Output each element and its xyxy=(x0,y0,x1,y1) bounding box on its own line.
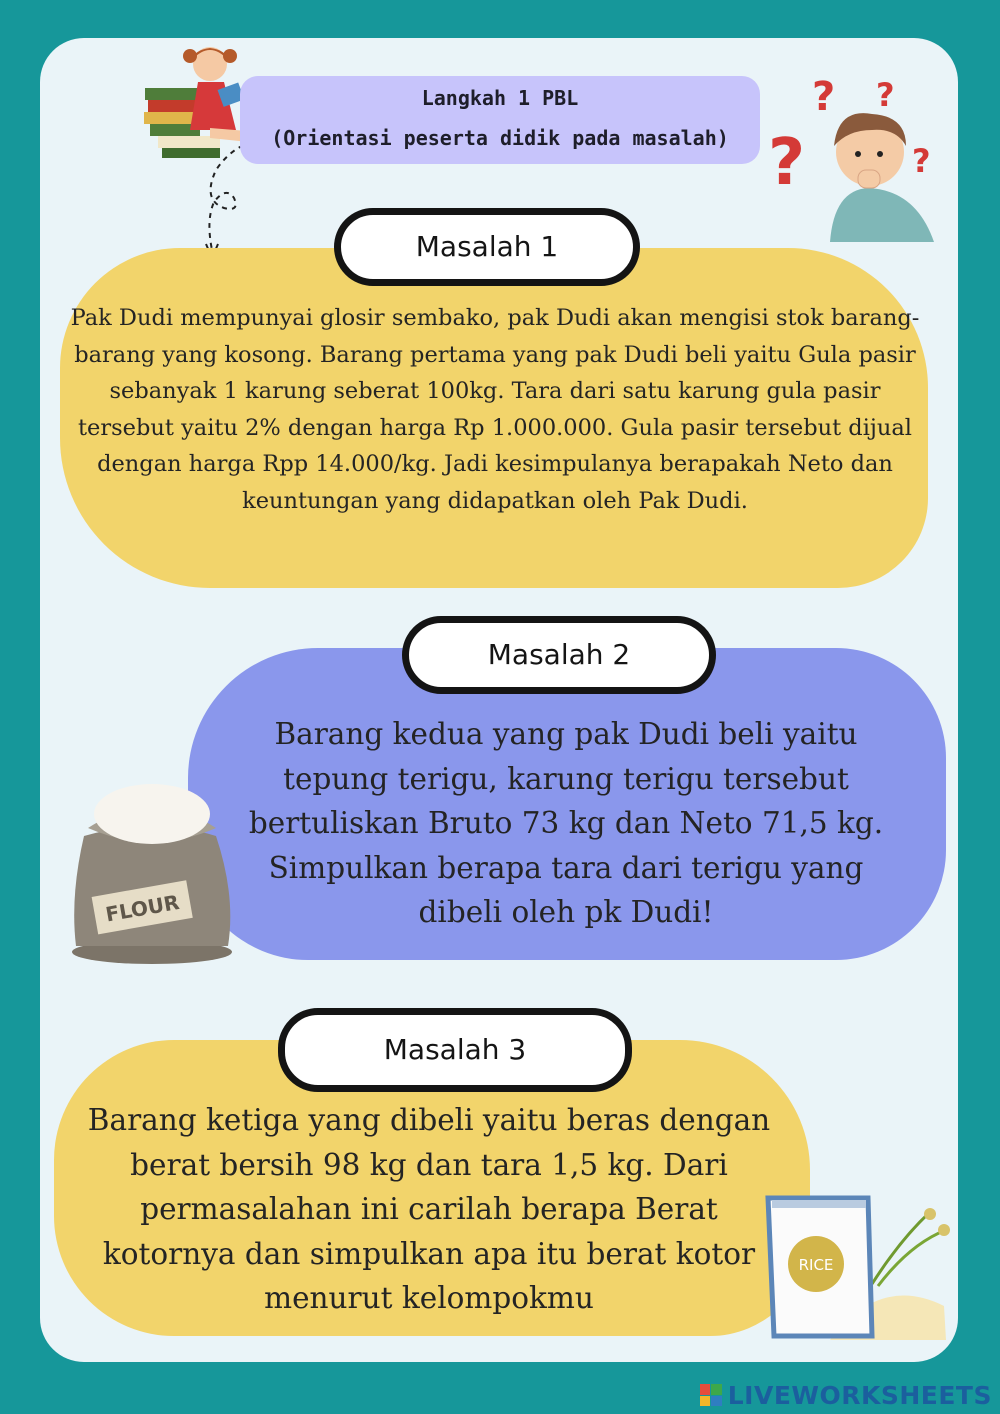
problem-3-text: Barang ketiga yang dibeli yaitu beras dengan berat bersih 98 kg dan tara 1,5 kg. Dari permasalahan ini carilah berapa Berat kotornya dan simpulkan apa itu berat kotor menurut kelompokmu xyxy=(87,1103,771,1315)
step-subtitle: (Orientasi peserta didik pada masalah) xyxy=(271,126,729,150)
flour-sack-illustration xyxy=(66,776,238,966)
confused-boy-illustration xyxy=(764,66,954,246)
svg-text:?: ? xyxy=(912,142,931,180)
problem-2-title: Masalah 2 xyxy=(402,616,716,694)
liveworksheets-footer xyxy=(700,1380,992,1410)
problem-3-title: Masalah 3 xyxy=(278,1008,632,1092)
rice-bag-illustration xyxy=(760,1190,952,1340)
svg-text:?: ? xyxy=(812,74,836,120)
step-header xyxy=(240,76,760,164)
svg-text:?: ? xyxy=(876,76,895,114)
problem-2-text: Barang kedua yang pak Dudi beli yaitu tepung terigu, karung terigu tersebut bertuliskan Bruto 73 kg dan Neto 71,5 kg. Simpulkan berapa tara dari terigu yang dibeli oleh pk Dudi! xyxy=(248,717,884,929)
problem-1-text: Pak Dudi mempunyai glosir sembako, pak Dudi akan mengisi stok barang-barang yang kosong. Barang pertama yang pak Dudi beli yaitu Gula pasir sebanyak 1 karung seberat 100kg. Tara dari satu karung gula pasir tersebut yaitu 2% dengan harga Rp 1.000.000. Gula pasir tersebut dijual dengan harga Rpp 14.000/kg. Jadi kesimpulanya berapakah Neto dan keuntungan yang didapatkan oleh Pak Dudi. xyxy=(70,305,920,514)
rice-label: RICE xyxy=(798,1256,834,1274)
svg-text:?: ? xyxy=(768,126,806,200)
liveworksheets-brand: LIVEWORKSHEETS xyxy=(727,1380,992,1410)
step-title: Langkah 1 PBL xyxy=(421,86,579,110)
flour-label: FLOUR xyxy=(103,890,182,927)
liveworksheets-logo-icon xyxy=(700,1384,722,1406)
problem-1-title: Masalah 1 xyxy=(334,208,640,286)
